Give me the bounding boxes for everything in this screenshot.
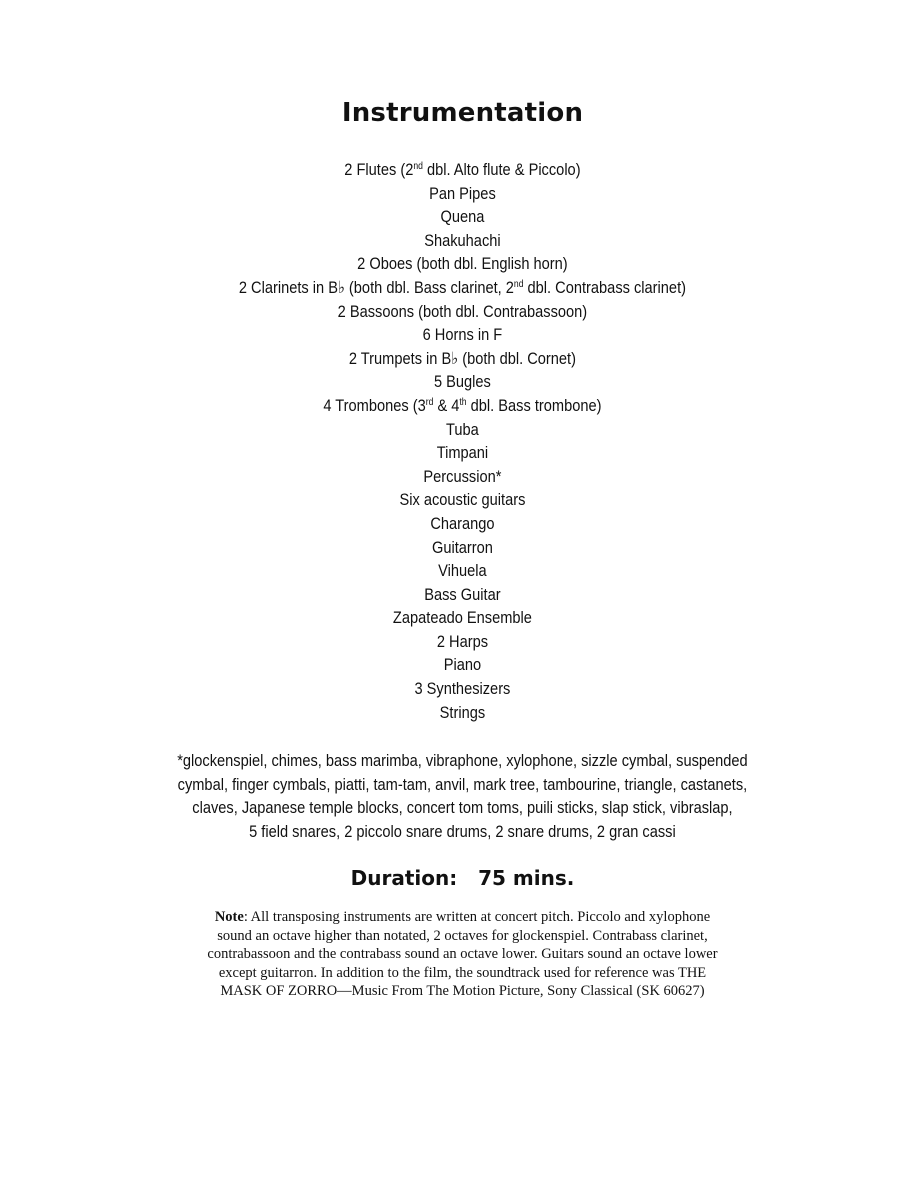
list-item: 3 Synthesizers (414, 679, 511, 699)
list-item: Bass Guitar (424, 584, 501, 604)
list-item: 2 Oboes (both dbl. English horn) (357, 254, 568, 274)
list-item: 2 Trumpets in B♭ (both dbl. Cornet) (348, 348, 576, 368)
list-item: 2 Harps (436, 631, 489, 651)
list-item: Guitarron (431, 537, 493, 557)
list-item: Piano (443, 655, 482, 675)
footnote-line: cymbal, finger cymbals, piatti, tam-tam, anvil, mark tree, tambourine, triangle, castanets, (177, 774, 748, 794)
duration-label: Duration: (350, 866, 458, 890)
list-item: Pan Pipes (429, 183, 496, 203)
footnote-line: claves, Japanese temple blocks, concert tom toms, puili sticks, slap stick, vibraslap, (192, 798, 733, 818)
note-line: sound an octave higher than notated, 2 octaves for glockenspiel. Contrabass clarinet, (217, 927, 708, 944)
list-item: 4 Trombones (3rd & 4th dbl. Bass trombone) (323, 395, 602, 415)
note-line: except guitarron. In addition to the film, the soundtrack used for reference was THE (218, 964, 707, 981)
note-label: Note (214, 909, 244, 925)
list-item: Tuba (446, 419, 479, 439)
list-item: Zapateado Ensemble (392, 608, 532, 628)
list-item: Charango (430, 513, 495, 533)
duration-value: 75 mins. (478, 866, 575, 890)
list-item: Vihuela (438, 561, 487, 581)
note-line: Note: All transposing instruments are written at concert pitch. Piccolo and xylophone (214, 909, 711, 925)
list-item: Percussion* (423, 466, 502, 486)
list-item: 5 Bugles (433, 372, 491, 392)
footnote-line: 5 field snares, 2 piccolo snare drums, 2 snare drums, 2 gran cassi (249, 821, 676, 841)
list-item: 2 Flutes (2nd dbl. Alto flute & Piccolo) (344, 160, 581, 179)
note-paragraph (0, 908, 900, 1001)
page-title: Instrumentation (341, 98, 584, 128)
duration-line (0, 866, 900, 890)
footnote-line: *glockenspiel, chimes, bass marimba, vibraphone, xylophone, sizzle cymbal, suspended (177, 751, 748, 770)
list-item: Quena (440, 207, 485, 227)
percussion-footnote (65, 749, 861, 843)
note-line: MASK OF ZORRO—Music From The Motion Picture, Sony Classical (SK 60627) (220, 983, 705, 1000)
list-item: 2 Bassoons (both dbl. Contrabassoon) (337, 301, 588, 321)
list-item: 2 Clarinets in B♭ (both dbl. Bass clarinet, 2nd dbl. Contrabass clarinet) (238, 277, 687, 297)
list-item: Six acoustic guitars (399, 490, 526, 510)
note-line: contrabassoon and the contrabass sound an octave lower. Guitars sound an octave lower (207, 946, 718, 963)
list-item: Timpani (436, 443, 489, 463)
list-item: Strings (439, 702, 486, 722)
list-item: Shakuhachi (424, 230, 501, 250)
instrument-list (65, 158, 861, 724)
list-item: 6 Horns in F (422, 325, 503, 345)
